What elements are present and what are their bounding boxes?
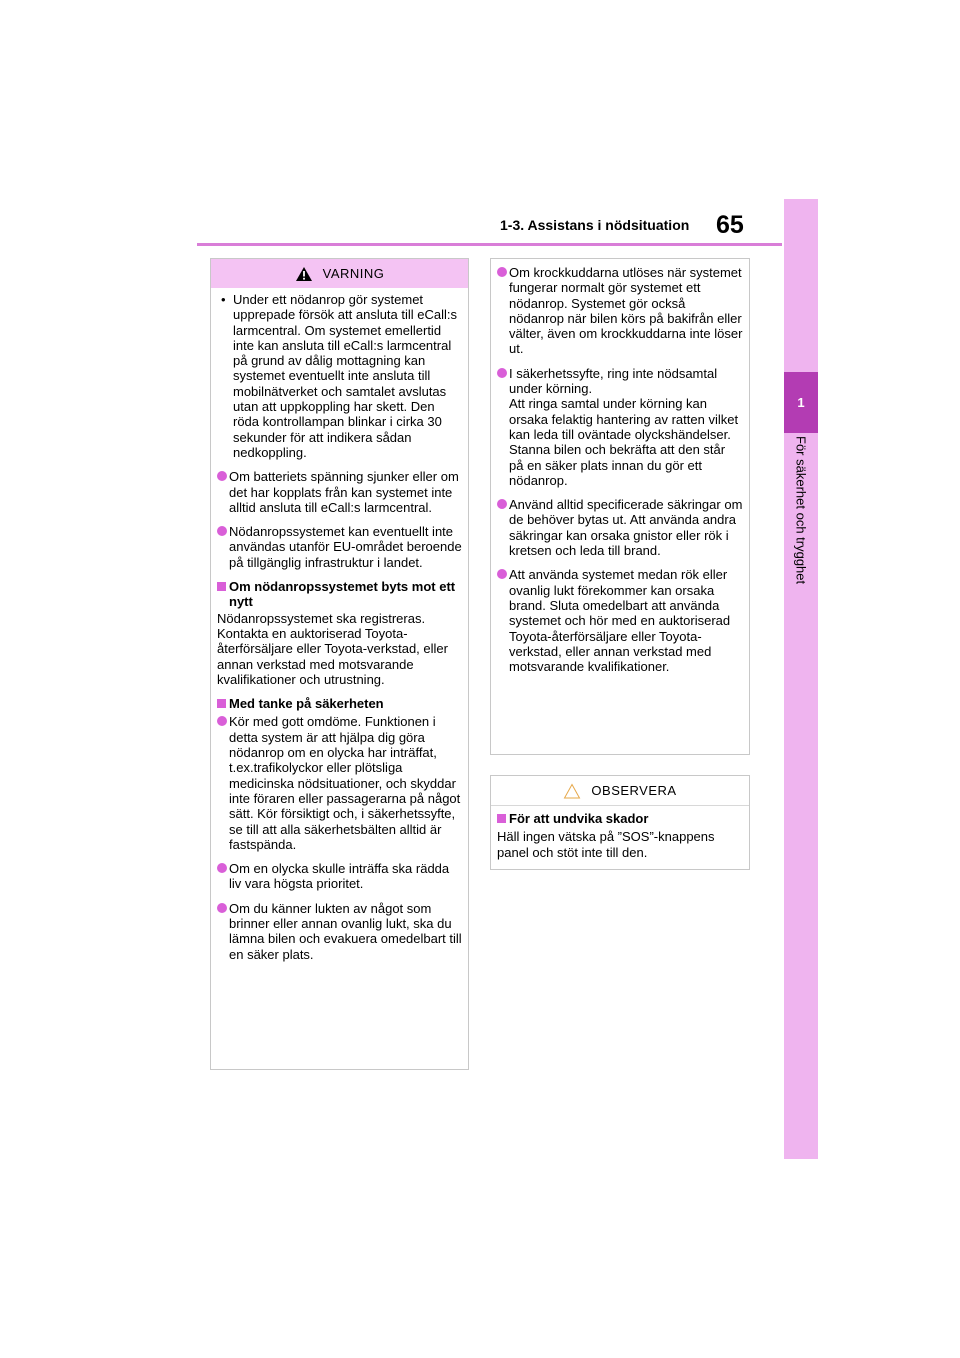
warning-header xyxy=(211,259,468,288)
notice-paragraph: Häll ingen vätska på ”SOS”-knappens panel och stöt inte till den. xyxy=(497,829,715,860)
warning-box-left xyxy=(210,258,469,1070)
list-item: Om krockkuddarna utlöses när systemet fungerar normalt gör systemet ett nödanrop. Systemet gör också nödanrop när bilen körs på bakifrån eller välter, även om krockkuddarna inte löser ut. xyxy=(497,265,743,357)
square-bullet-icon xyxy=(497,814,506,823)
square-bullet-icon xyxy=(217,582,226,591)
chapter-title-tab xyxy=(784,436,818,636)
list-item: • Under ett nödanrop gör systemet upprepade försök att ansluta till eCall:s larmcentral. Om systemet emellertid inte kan ansluta till eCall:s larmcentral på grund av dålig mottagning kan systemet eventuellt inte ansluta till mobilnätverket och samtalet avslutas utan att uppkoppling har skett. Den röda kontrollampan blinkar i cirka 30 sekunder för att indikera sådan nedkoppling. xyxy=(221,292,458,460)
warning-box-right xyxy=(490,258,750,755)
subheading-replace: Om nödanropssystemet byts mot ett nytt xyxy=(217,579,462,610)
chapter-title: För säkerhet och trygghet xyxy=(793,436,809,585)
list-item: Att använda systemet medan rök eller ovanlig lukt förekommer kan orsaka brand. Sluta omedelbart att använda systemet och hör med en auktoriserad Toyota-återförsäljare eller Toyota-verkstad, eller annan verkstad med motsvarande kvalifikationer. xyxy=(497,567,743,674)
warning-triangle-icon xyxy=(295,266,313,282)
list-item: Kör med gott omdöme. Funktionen i detta system är att hjälpa dig göra nödanrop om en olycka har inträffat, t.ex.trafikolyckor eller plötsliga medicinska nödsituationer, och skyddar inte föraren eller passagerarna på något sätt. Kör försiktigt och, i säkerhetssyfte, se till att alla säkerhetsbälten alltid är fastspända. xyxy=(217,714,462,852)
notice-header xyxy=(491,776,749,806)
caution-triangle-icon xyxy=(563,783,581,799)
list-item: Använd alltid specificerade säkringar om de behöver bytas ut. Att använda andra säkringar kan orsaka gnistor eller rök i kretsen och leda till brand. xyxy=(497,497,743,558)
notice-subheading: För att undvika skador xyxy=(497,811,743,826)
notice-title: OBSERVERA xyxy=(591,782,677,798)
section-title: 1-3. Assistans i nödsituation xyxy=(500,217,690,233)
circle-bullet-icon xyxy=(497,368,507,378)
list-item: I säkerhetssyfte, ring inte nödsamtal under körning. Att ringa samtal under körning kan orsaka felaktig hantering av ratten vilket kan leda till oväntade olyckshändelser. Stanna bilen och bekräfta att den står på en säker plats innan du gör ett nödanrop. xyxy=(497,366,743,488)
circle-bullet-icon xyxy=(217,903,227,913)
square-bullet-icon xyxy=(217,699,226,708)
replace-paragraph: Nödanropssystemet ska registreras. Kontakta en auktoriserad Toyota-återförsäljare eller Toyota-verkstad, eller annan verkstad med motsvarande kvalifikationer och utrustning. xyxy=(217,610,448,687)
page-number: 65 xyxy=(716,211,744,239)
chapter-number-tab xyxy=(784,372,818,433)
list-item: Om batteriets spänning sjunker eller om det har kopplats från kan systemet inte alltid ansluta till eCall:s larmcentral. xyxy=(217,469,462,515)
warning-title: VARNING xyxy=(322,265,385,281)
circle-bullet-icon xyxy=(497,267,507,277)
subheading-safety: Med tanke på säkerheten xyxy=(217,696,462,711)
chapter-side-tab xyxy=(784,199,818,1159)
notice-box xyxy=(490,775,750,870)
list-item: Om du känner lukten av något som brinner eller annan ovanlig lukt, ska du lämna bilen och evakuera omedelbart till en säker plats. xyxy=(217,901,462,962)
bullet-icon: • xyxy=(221,292,226,307)
chapter-number: 1 xyxy=(797,395,805,410)
list-item: Nödanropssystemet kan eventuellt inte användas utanför EU-området beroende på tillgänglig infrastruktur i landet. xyxy=(217,524,462,570)
header-rule xyxy=(197,243,782,246)
list-item: Om en olycka skulle inträffa ska rädda liv vara högsta prioritet. xyxy=(217,861,462,892)
